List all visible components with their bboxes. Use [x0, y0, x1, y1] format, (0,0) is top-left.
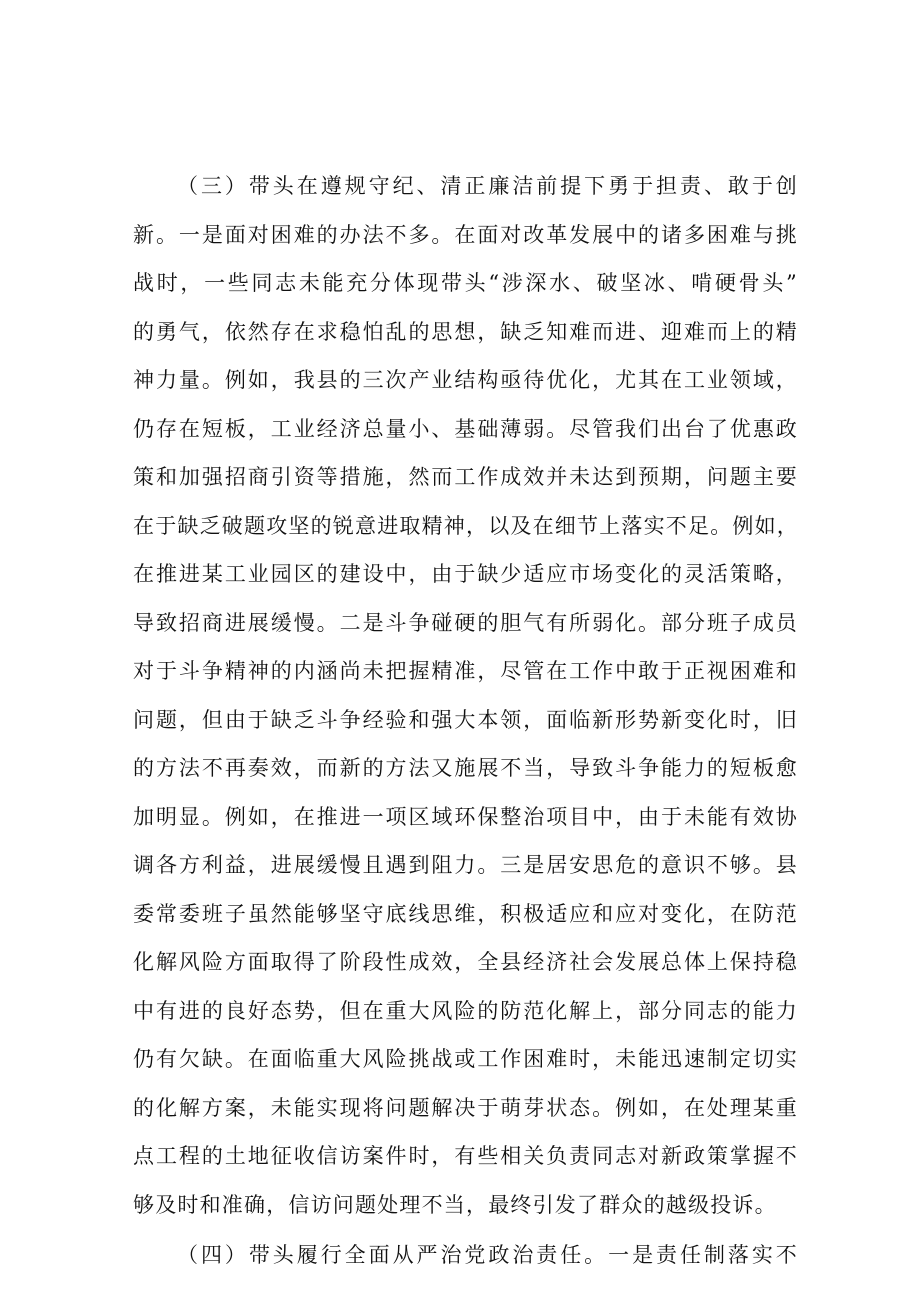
text-line: 调各方利益，进展缓慢且遇到阻力。三是居安思危的意识不够。县 — [133, 853, 798, 877]
text-line: 点工程的土地征收信访案件时，有些相关负责同志对新政策掌握不 — [133, 1144, 798, 1168]
text-line: 委常委班子虽然能够坚守底线思维，积极适应和应对变化，在防范 — [133, 901, 798, 926]
text-line: （三）带头在遵规守纪、清正廉洁前提下勇于担责、敢于创 — [177, 174, 798, 198]
text-line: 加明显。例如，在推进一项区域环保整治项目中，由于未能有效协 — [133, 804, 798, 829]
text-line: 战时，一些同志未能充分体现带头“涉深水、破坚冰、啃硬骨头” — [133, 271, 798, 295]
text-line: 新。一是面对困难的办法不多。在面对改革发展中的诸多困难与挑 — [133, 222, 798, 247]
text-line: 的方法不再奏效，而新的方法又施展不当，导致斗争能力的短板愈 — [133, 756, 798, 780]
text-line: 的勇气，依然存在求稳怕乱的思想，缺乏知难而进、迎难而上的精 — [133, 319, 798, 344]
paragraph-3 — [133, 162, 798, 1229]
text-line: 仍有欠缺。在面临重大风险挑战或工作困难时，未能迅速制定切实 — [133, 1047, 798, 1071]
text-line: 够及时和准确，信访问题处理不当，最终引发了群众的越级投诉。 — [133, 1192, 777, 1217]
text-line: 化解风险方面取得了阶段性成效，全县经济社会发展总体上保持稳 — [133, 950, 798, 974]
document-body — [133, 162, 798, 1280]
text-line: 在于缺乏破题攻坚的锐意进取精神，以及在细节上落实不足。例如， — [133, 513, 799, 538]
text-line: 的化解方案，未能实现将问题解决于萌芽状态。例如，在处理某重 — [133, 1095, 798, 1120]
text-line: 中有进的良好态势，但在重大风险的防范化解上，部分同志的能力 — [133, 998, 798, 1023]
text-line: 神力量。例如，我县的三次产业结构亟待优化，尤其在工业领域， — [133, 368, 798, 392]
text-line: 仍存在短板，工业经济总量小、基础薄弱。尽管我们出台了优惠政 — [133, 416, 798, 441]
text-line: 策和加强招商引资等措施，然而工作成效并未达到预期，问题主要 — [133, 465, 798, 489]
text-line: 对于斗争精神的内涵尚未把握精准，尽管在工作中敢于正视困难和 — [133, 659, 798, 683]
text-line: 问题，但由于缺乏斗争经验和强大本领，面临新形势新变化时，旧 — [133, 707, 798, 732]
paragraph-4 — [133, 1231, 798, 1280]
text-line: 在推进某工业园区的建设中，由于缺少适应市场变化的灵活策略， — [133, 562, 798, 586]
text-line: （四）带头履行全面从严治党政治责任。一是责任制落实不 — [177, 1243, 798, 1267]
text-line: 导致招商进展缓慢。二是斗争碰硬的胆气有所弱化。部分班子成员 — [133, 610, 798, 635]
